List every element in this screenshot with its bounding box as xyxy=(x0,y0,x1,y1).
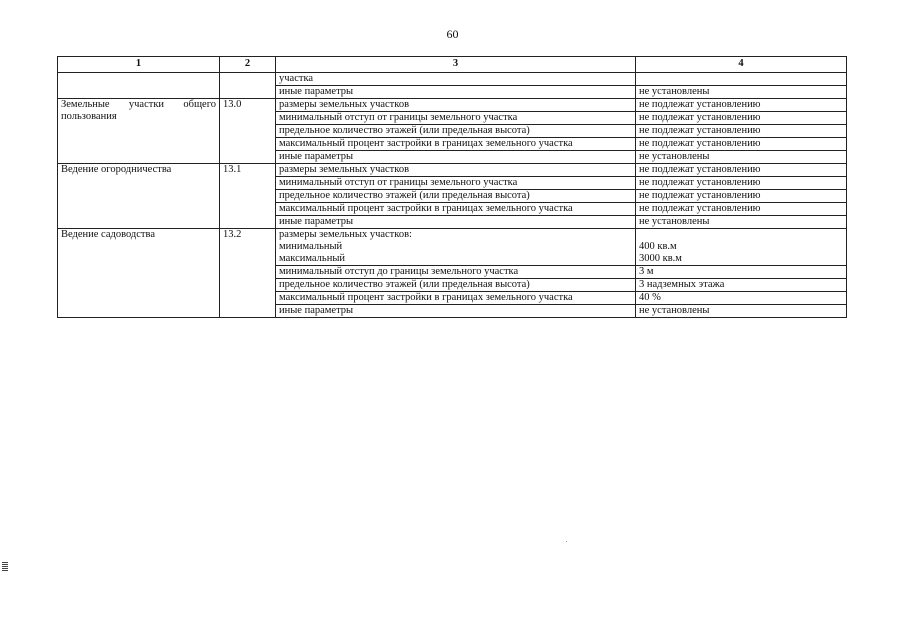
param-cell: минимальный отступ от границы земельного участка xyxy=(276,112,636,125)
param-cell: максимальный процент застройки в границах земельного участка xyxy=(276,138,636,151)
param-cell: минимальный отступ от границы земельного участка xyxy=(276,177,636,190)
param-cell: иные параметры xyxy=(276,86,636,99)
value-cell: 3 надземных этажа xyxy=(636,279,847,292)
param-cell: иные параметры xyxy=(276,305,636,318)
value-cell: не подлежат установлению xyxy=(636,203,847,216)
param-cell: иные параметры xyxy=(276,151,636,164)
scan-speck xyxy=(566,541,567,542)
sizes-min-value: 400 кв.м xyxy=(639,241,677,252)
value-cell: 40 % xyxy=(636,292,847,305)
value-cell: не подлежат установлению xyxy=(636,177,847,190)
param-cell: размеры земельных участков xyxy=(276,164,636,177)
header-col-3: 3 xyxy=(276,57,636,73)
cont-code-cell xyxy=(220,73,276,99)
param-cell: иные параметры xyxy=(276,216,636,229)
header-col-2: 2 xyxy=(220,57,276,73)
value-cell: не установлены xyxy=(636,216,847,229)
land-use-name-cell: Ведение огородничества xyxy=(58,164,220,229)
value-cell: не подлежат установлению xyxy=(636,112,847,125)
param-cell: предельное количество этажей (или предельная высота) xyxy=(276,190,636,203)
value-cell: не установлены xyxy=(636,86,847,99)
table-row xyxy=(58,99,847,112)
sizes-max-label: максимальный xyxy=(279,253,345,264)
sizes-heading: размеры земельных участков: xyxy=(279,229,412,240)
value-cell: не установлены xyxy=(636,151,847,164)
land-use-code-cell: 13.2 xyxy=(220,229,276,318)
land-use-code-cell: 13.1 xyxy=(220,164,276,229)
table-row xyxy=(58,73,847,86)
table-row xyxy=(58,164,847,177)
value-cell: не подлежат установлению xyxy=(636,125,847,138)
value-cell-sizes xyxy=(636,229,847,266)
value-cell: не подлежат установлению xyxy=(636,138,847,151)
value-cell: не подлежат установлению xyxy=(636,164,847,177)
param-cell-sizes xyxy=(276,229,636,266)
value-cell xyxy=(636,73,847,86)
page-number: 60 xyxy=(446,27,459,41)
value-cell: 3 м xyxy=(636,266,847,279)
param-cell: размеры земельных участков xyxy=(276,99,636,112)
header-col-1: 1 xyxy=(58,57,220,73)
value-cell: не подлежат установлению xyxy=(636,99,847,112)
header-col-4: 4 xyxy=(636,57,847,73)
land-use-parameters-table xyxy=(57,56,847,318)
land-use-name-cell: Земельные участки общего пользования xyxy=(58,99,220,164)
value-cell: не подлежат установлению xyxy=(636,190,847,203)
param-cell: предельное количество этажей (или предельная высота) xyxy=(276,279,636,292)
scan-edge-marks xyxy=(2,562,8,572)
param-cell: максимальный процент застройки в границах земельного участка xyxy=(276,292,636,305)
param-cell: участка xyxy=(276,73,636,86)
land-use-code-cell: 13.0 xyxy=(220,99,276,164)
land-use-name-cell: Ведение садоводства xyxy=(58,229,220,318)
cont-name-cell xyxy=(58,73,220,99)
sizes-max-value: 3000 кв.м xyxy=(639,253,682,264)
param-cell: минимальный отступ до границы земельного участка xyxy=(276,266,636,279)
table-header-row xyxy=(58,57,847,73)
param-cell: предельное количество этажей (или предельная высота) xyxy=(276,125,636,138)
table-row xyxy=(58,229,847,266)
param-cell: максимальный процент застройки в границах земельного участка xyxy=(276,203,636,216)
value-cell: не установлены xyxy=(636,305,847,318)
sizes-min-label: минимальный xyxy=(279,241,343,252)
